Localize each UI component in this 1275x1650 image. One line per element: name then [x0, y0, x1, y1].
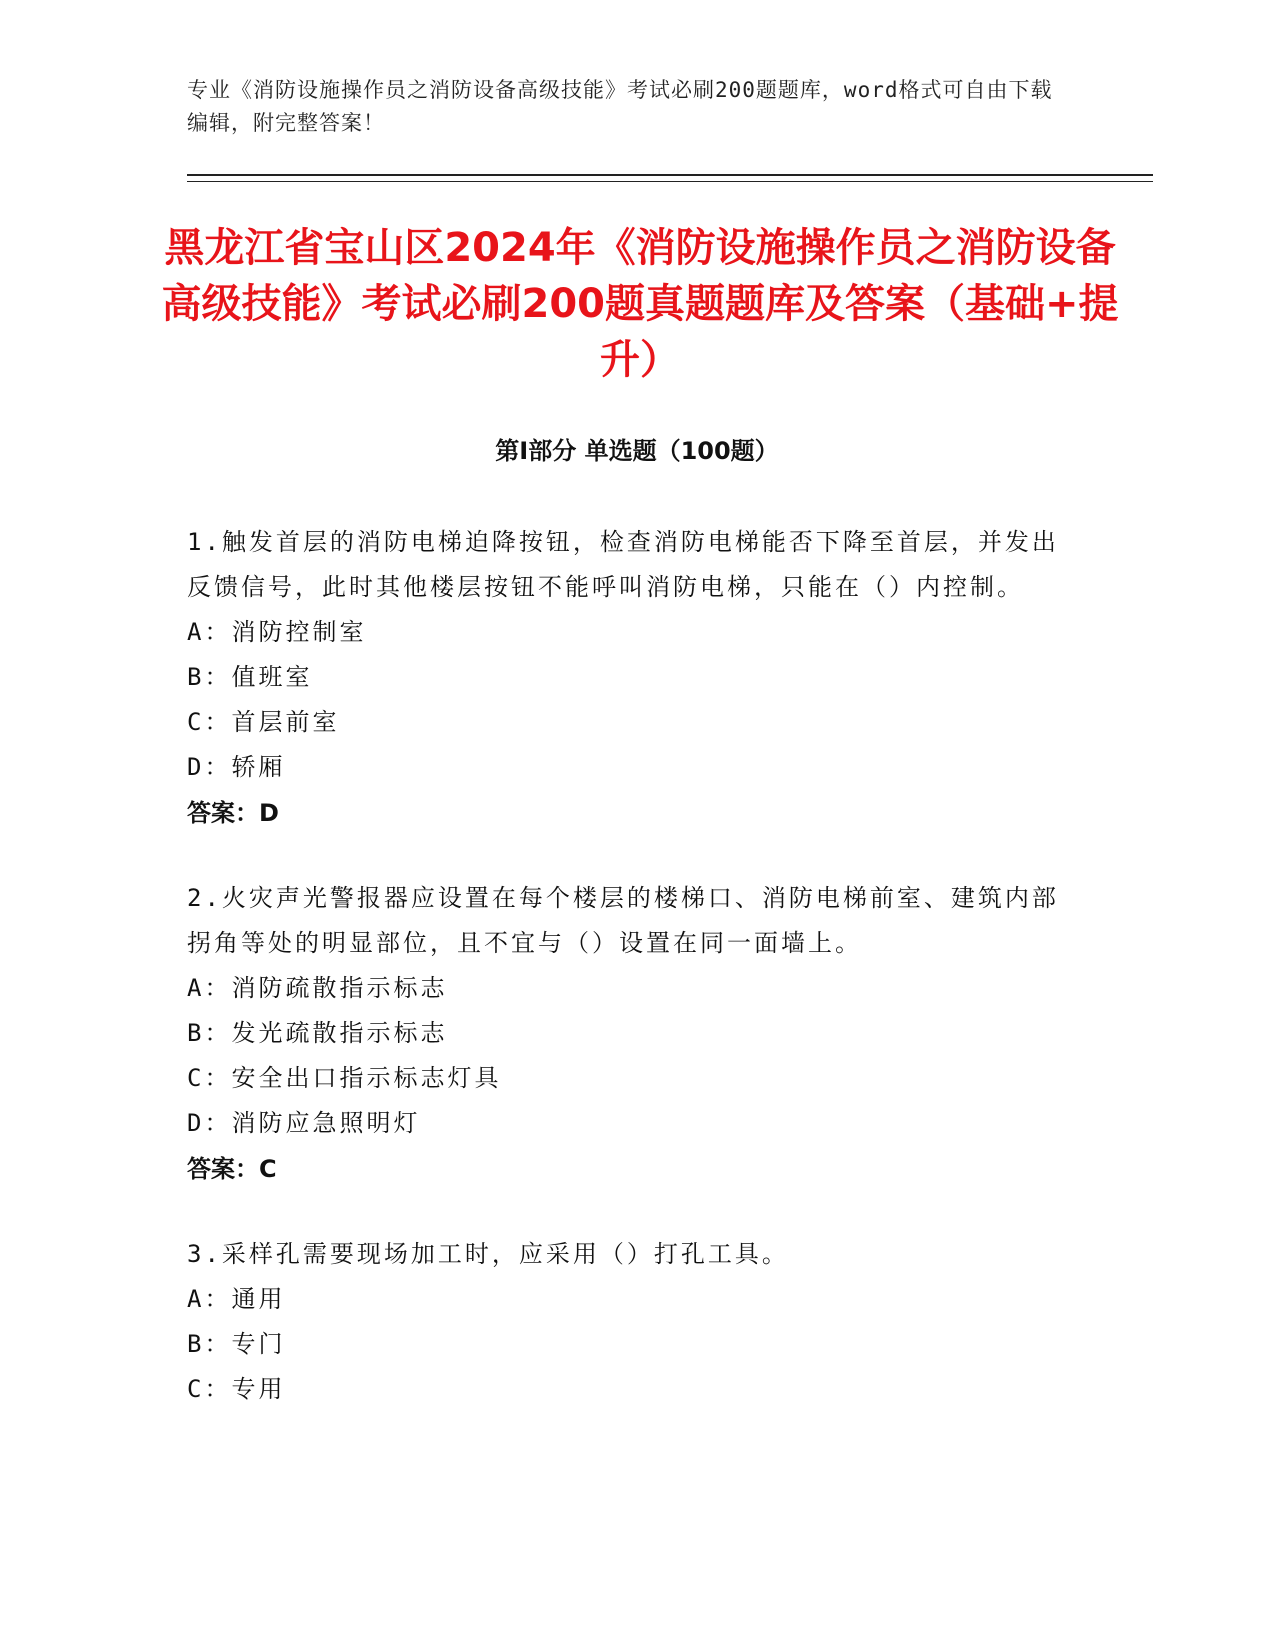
answer-line: 答案：D: [187, 799, 279, 827]
answer-line: 答案：C: [187, 1155, 277, 1183]
question-1: [187, 520, 1067, 836]
question-3: [187, 1232, 1067, 1412]
option-b: B：发光疏散指示标志: [187, 1019, 448, 1047]
option-c: C：专用: [187, 1375, 286, 1403]
header-divider: [187, 174, 1153, 176]
header-divider-thin: [187, 181, 1153, 182]
option-c: C：安全出口指示标志灯具: [187, 1064, 502, 1092]
section-heading: 第Ⅰ部分 单选题（100题）: [495, 437, 779, 465]
header-note: 专业《消防设施操作员之消防设备高级技能》考试必刷200题题库，word格式可自由下载编辑，附完整答案！: [187, 78, 1053, 135]
option-a: A：消防疏散指示标志: [187, 974, 448, 1002]
question-list: [187, 520, 1067, 1452]
option-a: A：通用: [187, 1285, 286, 1313]
question-stem: 2.火灾声光警报器应设置在每个楼层的楼梯口、消防电梯前室、建筑内部拐角等处的明显部位，且不宜与（）设置在同一面墙上。: [187, 884, 1059, 957]
option-c: C：首层前室: [187, 708, 340, 736]
option-d: D：轿厢: [187, 753, 286, 781]
option-b: B：专门: [187, 1330, 286, 1358]
question-stem: 1.触发首层的消防电梯迫降按钮，检查消防电梯能否下降至首层，并发出反馈信号，此时其他楼层按钮不能呼叫消防电梯，只能在（）内控制。: [187, 528, 1059, 601]
option-d: D：消防应急照明灯: [187, 1109, 421, 1137]
option-a: A：消防控制室: [187, 618, 367, 646]
document-title: 黑龙江省宝山区2024年《消防设施操作员之消防设备高级技能》考试必刷200题真题题库及答案（基础+提升）: [161, 225, 1119, 383]
option-b: B：值班室: [187, 663, 313, 691]
question-stem: 3.采样孔需要现场加工时，应采用（）打孔工具。: [187, 1240, 789, 1268]
question-2: [187, 876, 1067, 1192]
